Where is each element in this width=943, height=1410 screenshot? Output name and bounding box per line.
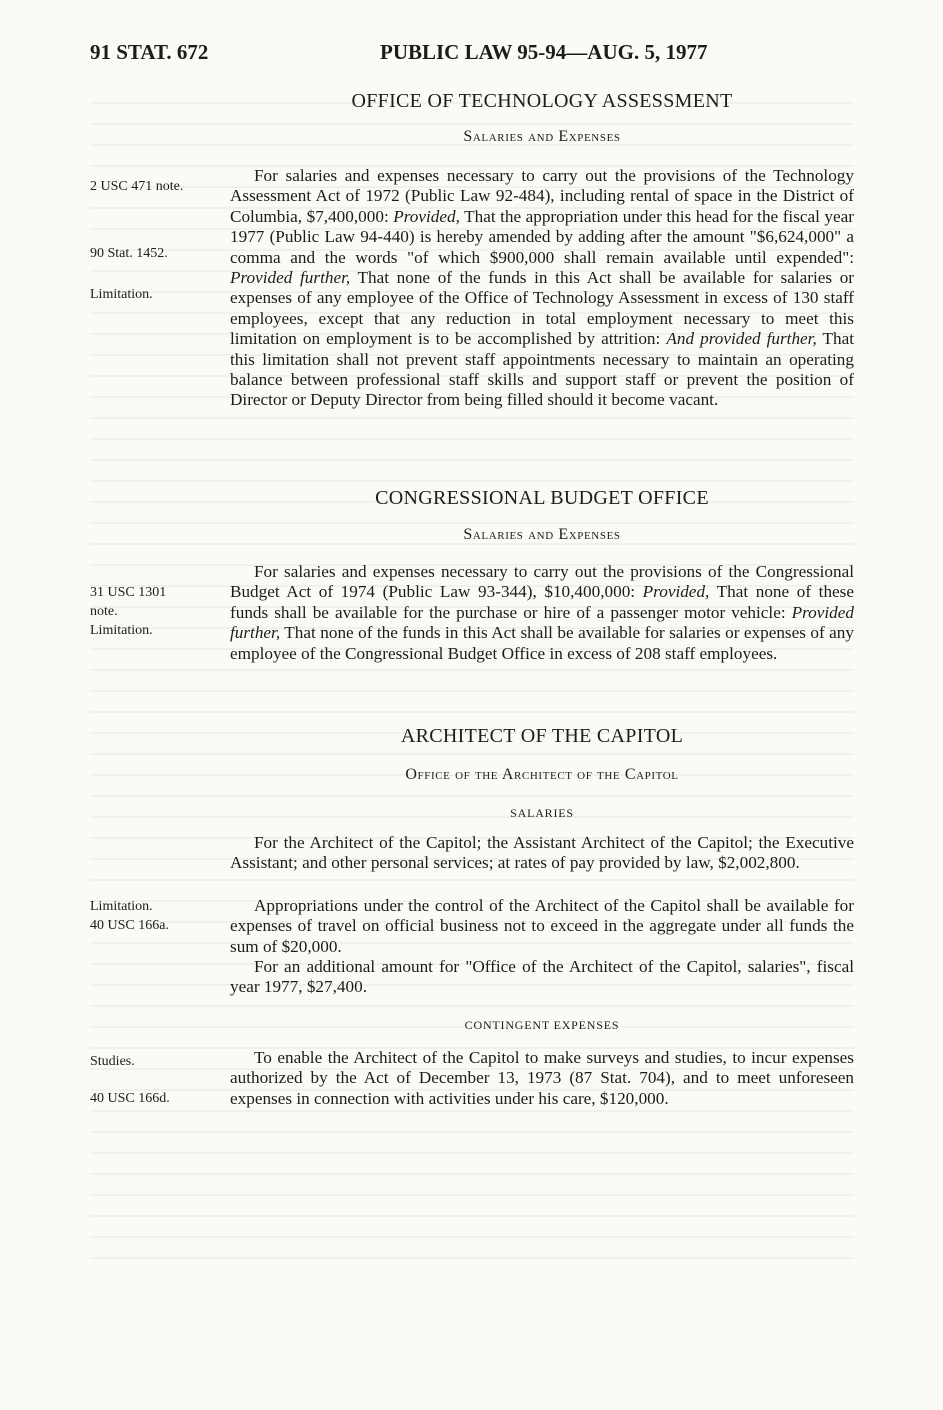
paragraph-cbo: For salaries and expenses necessary to carry out the provisions of the Congressional Budget Act of 1974 (Public Law 93-344), $10,400,000: Provided, That none of these funds shall be available for the purchase or hire of a passenger motor vehicle: Provided further, That none of the funds in this Act shall be available for salaries or expenses of any employee of the Congressional Budget Office in excess of 208 staff employees. xyxy=(230,562,854,663)
subheading-cbo: Salaries and Expenses xyxy=(463,526,621,543)
paragraph-ota: For salaries and expenses necessary to carry out the provisions of the Technology Assessment Act of 1972 (Public Law 92-484), including rental of space in the District of Columbia, $7,400,000: Provided, That the appropriation under this head for the fiscal year 1977 (Public Law 94-440) is hereby amended by adding after the amount "$6,624,000" a comma and the words "of which $900,000 shall remain available until expended": Provided further, That none of the funds in this Act shall be available for salaries or expenses of any employee of the Office of Technology Assessment in excess of 130 staff employees, except that any reduction in total employment necessary to meet this limitation on employment is to be accomplished by attrition: And provided further, That this limitation shall not prevent staff appointments necessary to maintain an operating balance between professional staff skills and support staff or prevent the position of Director or Deputy Director from being filled should it become vacant. xyxy=(230,166,855,410)
label-contingent-expenses: CONTINGENT EXPENSES xyxy=(464,1018,620,1032)
subheading-aoc: Office of the Architect of the Capitol xyxy=(405,766,679,783)
margin-note: Studies. xyxy=(90,1054,135,1069)
margin-note: 31 USC 1301 xyxy=(90,585,167,600)
paragraph-aoc-salaries: For the Architect of the Capitol; the Assistant Architect of the Capitol; the Executive Assistant; and other personal services; at rates of pay provided by law, $2,002,800. xyxy=(230,833,854,873)
margin-note: 90 Stat. 1452. xyxy=(90,246,168,261)
subheading-ota: Salaries and Expenses xyxy=(463,128,621,145)
margin-note: Limitation. xyxy=(90,623,153,638)
paragraph-aoc-contingent: To enable the Architect of the Capitol to make surveys and studies, to incur expenses authorized by the Act of December 13, 1973 (87 Stat. 704), and to meet unforeseen expenses in connection with activities under his care, $120,000. xyxy=(230,1048,854,1108)
margin-note: Limitation. xyxy=(90,287,153,302)
section-heading-ota: OFFICE OF TECHNOLOGY ASSESSMENT xyxy=(351,90,733,112)
stat-reference: 91 STAT. 672 xyxy=(90,40,209,64)
section-heading-cbo: CONGRESSIONAL BUDGET OFFICE xyxy=(375,487,709,509)
law-title: PUBLIC LAW 95-94—AUG. 5, 1977 xyxy=(380,40,708,64)
label-salaries: SALARIES xyxy=(510,806,574,820)
margin-note: note. xyxy=(90,604,118,619)
margin-note: 40 USC 166a. xyxy=(90,918,169,933)
running-head xyxy=(90,40,854,70)
section-heading-aoc: ARCHITECT OF THE CAPITOL xyxy=(400,725,684,747)
paragraph-aoc-additional: For an additional amount for "Office of the Architect of the Capitol, salaries", fiscal year 1977, $27,400. xyxy=(230,957,854,997)
margin-note: Limitation. xyxy=(90,899,153,914)
paragraph-aoc-travel: Appropriations under the control of the Architect of the Capitol shall be available for expenses of travel on official business not to exceed in the aggregate under all funds the sum of $20,000. xyxy=(230,896,854,956)
margin-note: 40 USC 166d. xyxy=(90,1091,170,1106)
margin-note: 2 USC 471 note. xyxy=(90,179,184,194)
